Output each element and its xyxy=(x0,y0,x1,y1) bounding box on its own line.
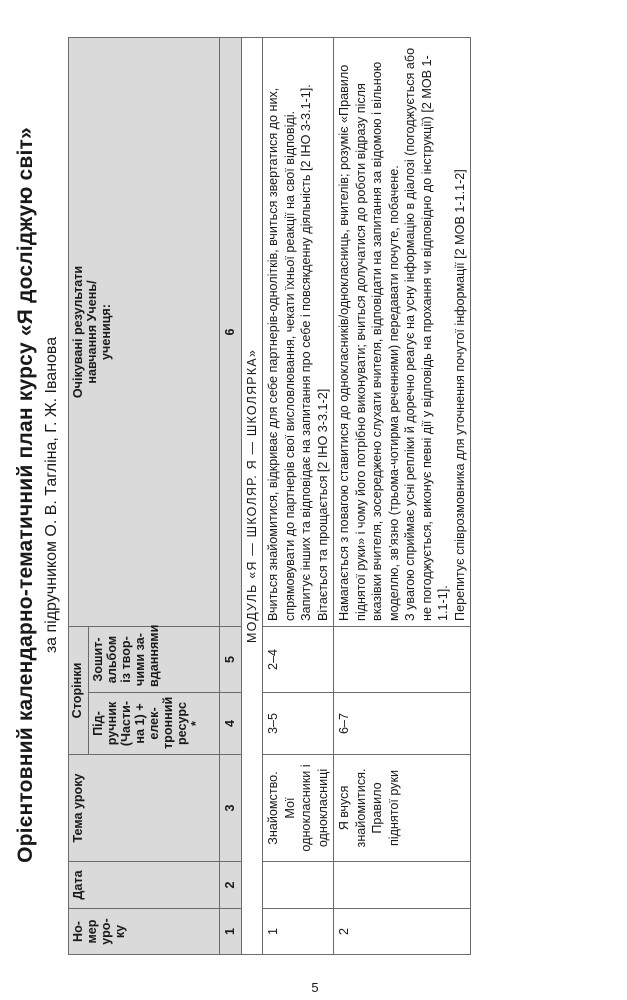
lesson-topic: Знайомство. Мої однокласники і однокласниці xyxy=(263,755,334,862)
textbook-pages: 3–5 xyxy=(263,693,334,755)
header-date: Дата xyxy=(69,862,220,909)
column-number-5: 5 xyxy=(220,626,242,692)
header-album: Зошит-альбом із твор-чими за-вданнями xyxy=(89,626,220,692)
lesson-outcomes xyxy=(334,38,471,627)
header-outcomes xyxy=(69,38,220,627)
outcome-item: Вітається та прощається [2 ІНО 3-3.1-2] xyxy=(315,388,330,621)
column-number-3: 3 xyxy=(220,755,242,862)
header-textbook: Під-ручник (Части-на 1) + елек-тронний ресурс * xyxy=(89,693,220,755)
header-outcomes-text: Очікувані результати навчання Учень/учениця: xyxy=(71,265,113,399)
column-number-6: 6 xyxy=(220,38,242,627)
outcome-item: Запитує інших та відповідає на запитання про себе і повсякденну діяльність [2 ІНО 3-3.1-1]. xyxy=(299,84,313,621)
outcome-item: Перепитує співрозмовника для уточнення почутої інформації [2 МОВ 1-1.1-2] xyxy=(452,169,467,621)
lesson-date xyxy=(334,862,471,909)
lesson-number: 1 xyxy=(263,909,334,955)
header-lesson-number: Но-мер уро-ку xyxy=(69,909,220,955)
outcome-item: Намагається з повагою ставитися до однокласників/однокласниць, вчителів; розуміє «Правило піднятої руки» і чому його потрібно виконувати; вчиться долучатися до роботи відразу після вказівки вчителя, зосереджено слухати вчителя, відповідати на запитання за відомою і вільною моделлю, зв’язно (трьома-чотирма реченнями) передавати почуте, побачене. xyxy=(337,61,401,621)
column-number-1: 1 xyxy=(220,909,242,955)
page-number: 5 xyxy=(311,980,319,995)
module-title: МОДУЛЬ «Я — ШКОЛЯР. Я — ШКОЛЯРКА» xyxy=(241,38,263,955)
table-row xyxy=(263,38,334,955)
lesson-date xyxy=(263,862,334,909)
header-topic: Тема уроку xyxy=(69,755,220,862)
outcome-item: З увагою сприймає усні репліки й доречно реагує на усну інформацію в діалозі (погоджується або не погоджується, виконує певні дії у відповідь на прохання чи відповідно до інструкції) [2 МОВ 1-1.1-1]. xyxy=(403,47,450,621)
album-pages xyxy=(334,626,471,692)
header-pages: Сторінки xyxy=(69,626,89,754)
lesson-number: 2 xyxy=(334,909,471,955)
rotated-page xyxy=(10,15,610,975)
document-subtitle: за підручником О. В. Тагліна, Г. Ж. Іванова xyxy=(43,336,60,654)
column-number-2: 2 xyxy=(220,862,242,909)
column-number-4: 4 xyxy=(220,693,242,755)
outcome-item: Вчиться знайомитися, відкриває для себе партнерів-однолітків, вчиться звертатися до них, спрямовувати до партнерів свої висловлювання, чекати їхньої реакції на свої відповіді. xyxy=(266,87,297,621)
table-row xyxy=(334,38,471,955)
lesson-outcomes xyxy=(263,38,334,627)
album-pages: 2–4 xyxy=(263,626,334,692)
textbook-pages: 6–7 xyxy=(334,693,471,755)
document-title: Орієнтовний календарно-тематичний план курсу «Я досліджую світ» xyxy=(14,127,37,863)
lesson-topic: Я вчуся знайомитися. Правило піднятої руки xyxy=(334,755,471,862)
lesson-plan-table xyxy=(68,37,471,955)
